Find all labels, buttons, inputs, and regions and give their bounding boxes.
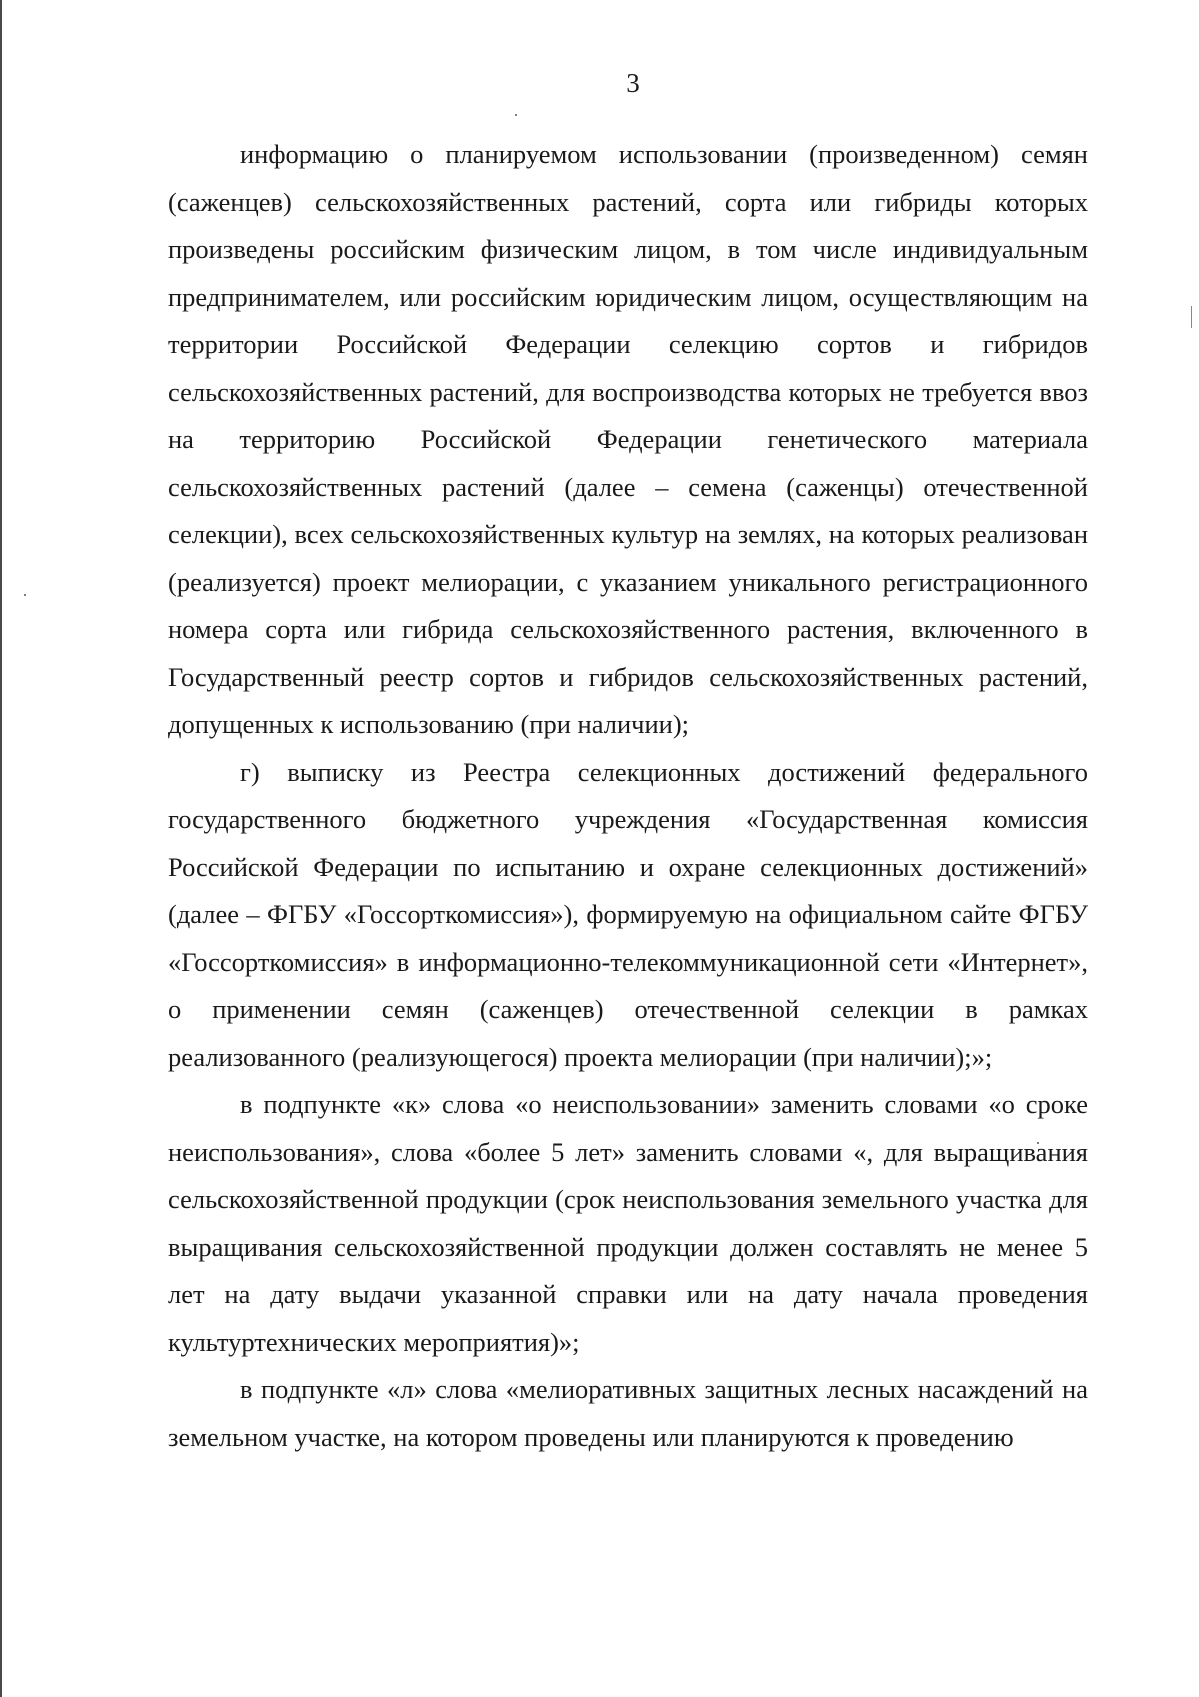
speck: [24, 594, 26, 596]
margin-mark: [1191, 306, 1192, 328]
speck: [515, 114, 517, 116]
paragraph: г) выписку из Реестра селекционных достижений федерального государственного бюджетного учреждения «Государственная комиссия Российской Федерации по испытанию и охране селекционных достижений» (далее – ФГБУ «Госсорткомиссия»), формируемую на официальном сайте ФГБУ «Госсорткомиссия» в информационно-телекоммуникационной сети «Интернет», о применении семян (саженцев) отечественной селекции в рамках реализованного (реализующегося) проекта мелиорации (при наличии);»;: [168, 756, 1088, 1072]
paragraph: в подпункте «л» слова «мелиоративных защитных лесных насаждений на земельном участке, на котором проведены или планируются к проведению: [168, 1374, 1088, 1452]
document-body: [168, 131, 1088, 1461]
paragraph: информацию о планируемом использовании (произведенном) семян (саженцев) сельскохозяйственных растений, сорта или гибриды которых произведены российским физическим лицом, в том числе индивидуальным предпринимателем, или российским юридическим лицом, осуществляющим на территории Российской Федерации селекцию сортов и гибридов сельскохозяйственных растений, для воспроизводства которых не требуется ввоз на территорию Российской Федерации генетического материала сельскохозяйственных растений (далее – семена (саженцы) отечественной селекции), всех сельскохозяйственных культур на землях, на которых реализован (реализуется) проект мелиорации, с указанием уникального регистрационного номера сорта или гибрида сельскохозяйственного растения, включенного в Государственный реестр сортов и гибридов сельскохозяйственных растений, допущенных к использованию (при наличии);: [168, 139, 1088, 739]
page-number: 3: [626, 68, 640, 98]
paragraph: в подпункте «к» слова «о неиспользовании» заменить словами «о сроке неиспользования», слова «более 5 лет» заменить словами «, для выращивания сельскохозяйственной продукции (срок неиспользования земельного участка для выращивания сельскохозяйственной продукции должен составлять не менее 5 лет на дату выдачи указанной справки или на дату начала проведения культуртехнических мероприятия)»;: [168, 1089, 1088, 1357]
page-left-edge: [0, 0, 2, 1697]
